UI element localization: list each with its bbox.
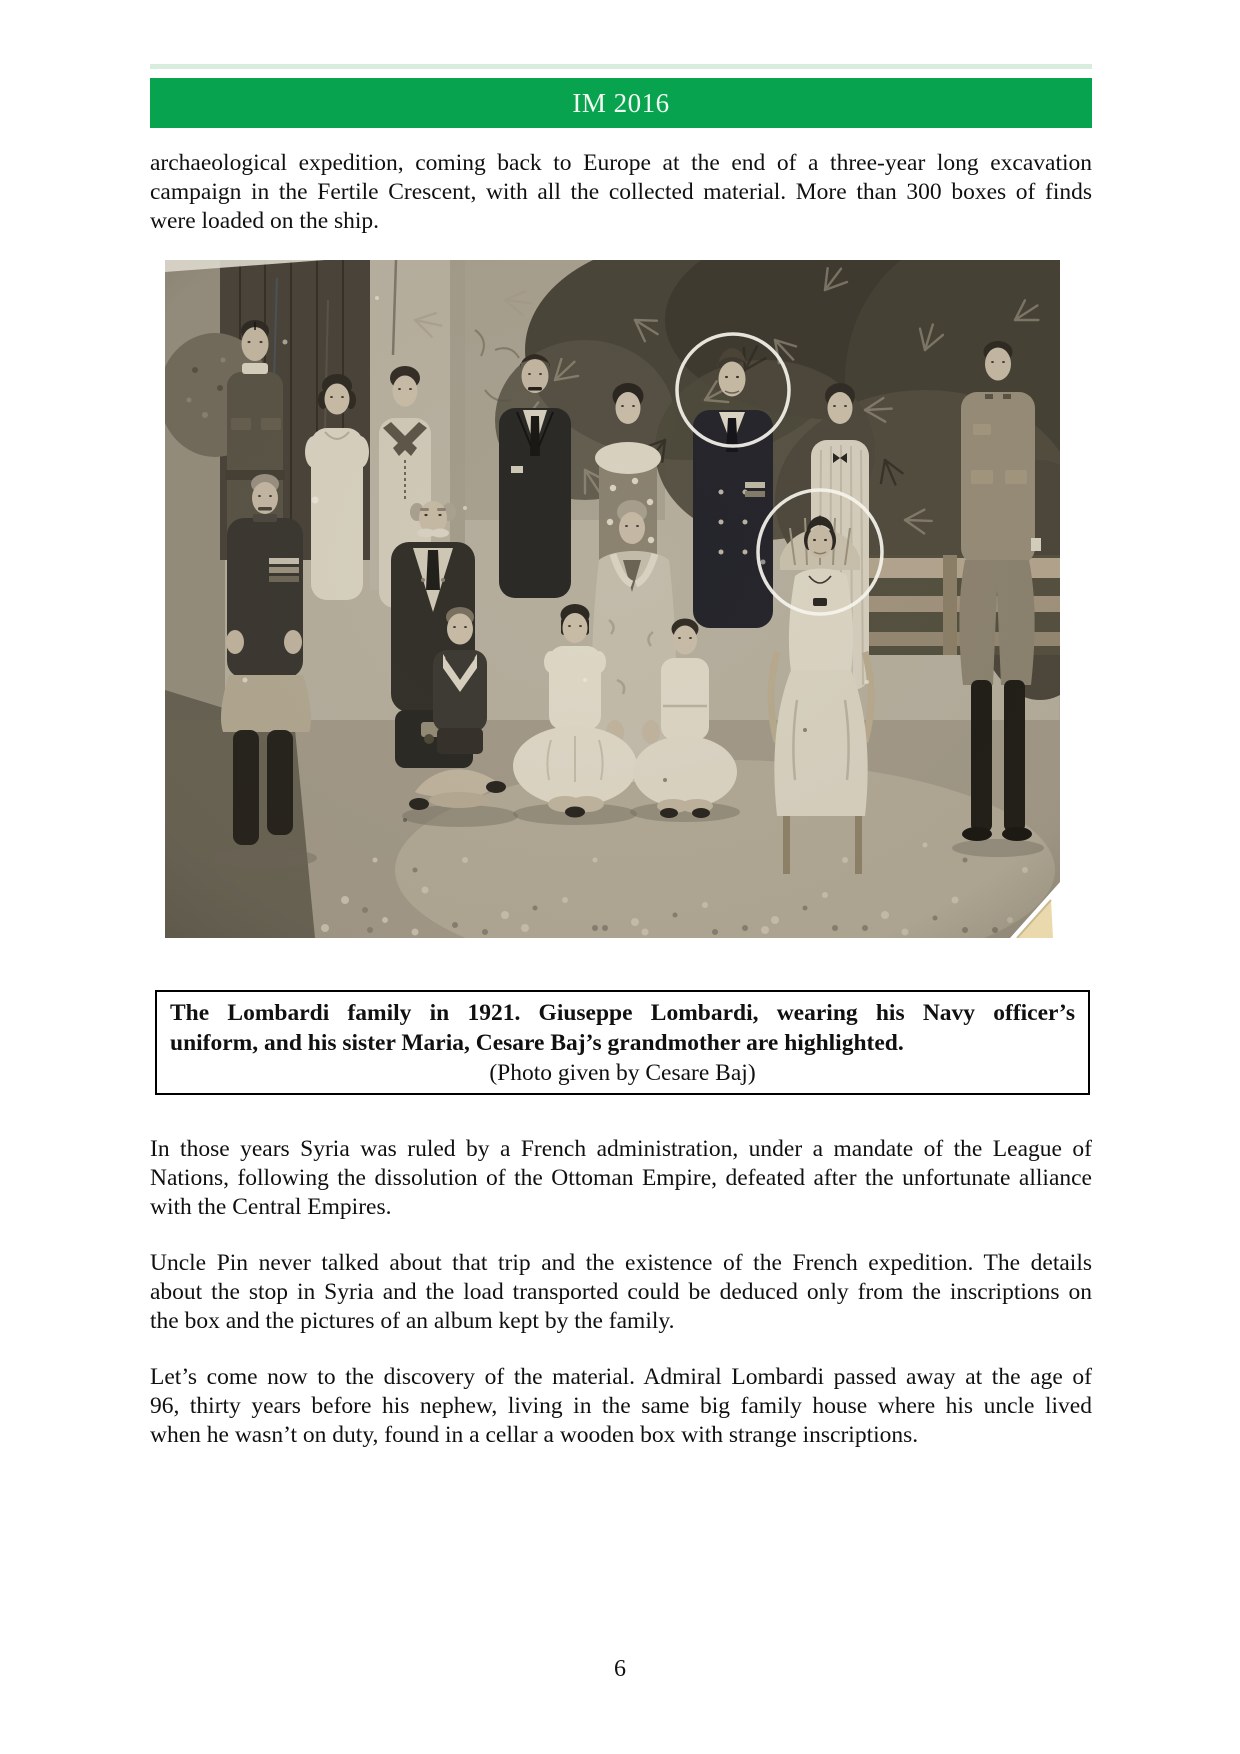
photo-credit: (Photo given by Cesare Baj): [489, 1060, 756, 1086]
text-line: Let’s come now to the discovery of the material. Admiral Lombardi passed away at the age of: [150, 1364, 1092, 1390]
photo-artifacts: [165, 260, 1060, 938]
text-line: when he wasn’t on duty, found in a cellar a wooden box with strange inscriptions.: [150, 1422, 919, 1448]
caption-line: uniform, and his sister Maria, Cesare Baj’s grandmother are highlighted.: [170, 1030, 904, 1056]
text-line: In those years Syria was ruled by a French administration, under a mandate of the League of: [150, 1136, 1092, 1162]
family-photo: [165, 260, 1060, 938]
family-photo-1921: [165, 260, 1060, 938]
caption-line: The Lombardi family in 1921. Giuseppe Lombardi, wearing his Navy officer’s: [170, 1000, 1075, 1026]
header-accent-strip: [150, 64, 1092, 69]
text-line: with the Central Empires.: [150, 1194, 392, 1220]
body-paragraph-1: [150, 1135, 1092, 1222]
text-line: 96, thirty years before his nephew, living in the same big family house where his uncle lived: [150, 1393, 1092, 1419]
text-line: about the stop in Syria and the load transported could be deduced only from the inscriptions on: [150, 1279, 1092, 1305]
text-line: the box and the pictures of an album kept by the family.: [150, 1308, 675, 1334]
text-line: were loaded on the ship.: [150, 208, 380, 234]
page-number: 6: [614, 1656, 626, 1682]
body-paragraph-3: [150, 1363, 1092, 1450]
body-paragraph-2: [150, 1249, 1092, 1336]
text-line: archaeological expedition, coming back to Europe at the end of a three-year long excavation: [150, 150, 1092, 176]
intro-paragraph: [150, 149, 1092, 236]
text-line: Uncle Pin never talked about that trip and the existence of the French expedition. The details: [150, 1250, 1092, 1276]
header-bar: [150, 78, 1092, 128]
header-title: IM 2016: [572, 87, 670, 118]
text-line: campaign in the Fertile Crescent, with all the collected material. More than 300 boxes of finds: [150, 179, 1092, 205]
text-line: Nations, following the dissolution of the Ottoman Empire, defeated after the unfortunate alliance: [150, 1165, 1092, 1191]
photo-caption-box: [155, 990, 1090, 1095]
